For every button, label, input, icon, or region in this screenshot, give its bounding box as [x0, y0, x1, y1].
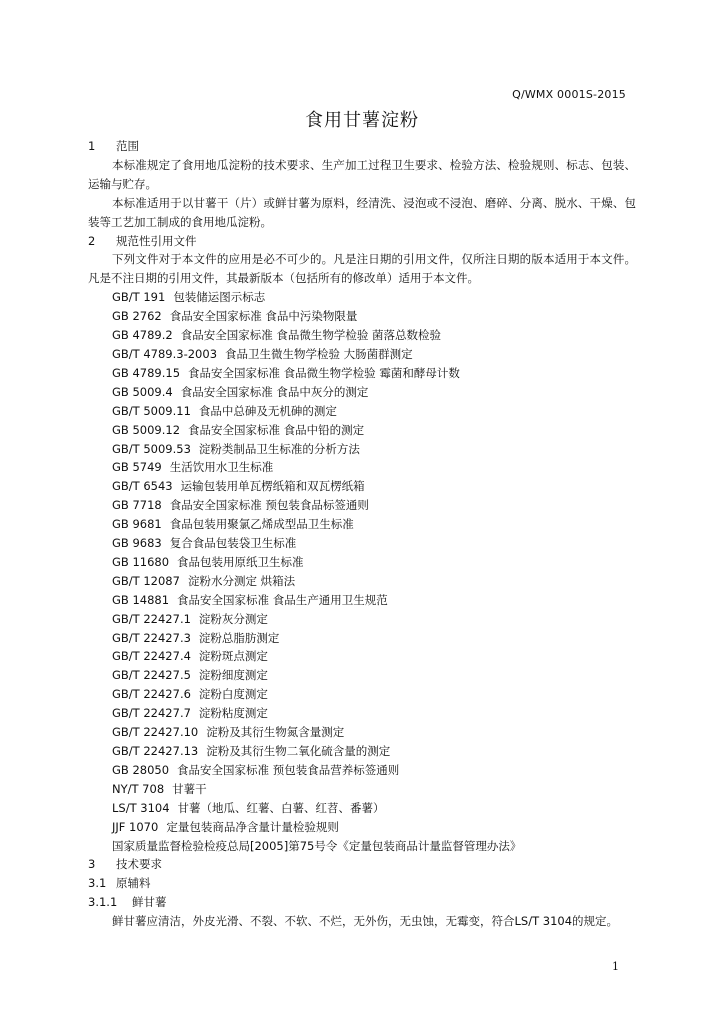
reference-title: 淀粉粘度测定 [198, 706, 268, 721]
reference-title: 食品安全国家标准 食品微生物学检验 菌落总数检验 [180, 328, 442, 343]
document-code: Q/WMX 0001S-2015 [512, 88, 626, 101]
reference-title: 淀粉斑点测定 [198, 649, 268, 664]
section-number: 2 [88, 233, 96, 248]
reference-title: 淀粉细度测定 [198, 668, 268, 683]
section-title: 技术要求 [116, 857, 162, 872]
reference-code: GB/T 22427.3 [112, 630, 191, 645]
reference-title: 食品包装用聚氯乙烯成型品卫生标准 [169, 517, 354, 532]
reference-code: GB/T 22427.5 [112, 668, 191, 683]
reference-item [88, 666, 636, 685]
paragraph: 本标准规定了食用地瓜淀粉的技术要求、生产加工过程卫生要求、检验方法、检验规则、标志、包装、运输与贮存。 [88, 157, 636, 191]
reference-code: GB 11680 [112, 554, 170, 569]
reference-item [88, 723, 636, 742]
reference-title: 食品中总砷及无机砷的测定 [198, 403, 337, 418]
section-title: 范围 [116, 139, 139, 153]
reference-title: 淀粉及其衍生物氮含量测定 [206, 725, 345, 740]
reference-code: GB 14881 [112, 592, 170, 607]
reference-title: 食品安全国家标准 预包装食品营养标签通则 [177, 762, 400, 777]
reference-title: 食品安全国家标准 食品微生物学检验 霉菌和酵母计数 [188, 365, 460, 380]
reference-title: 食品安全国家标准 食品中污染物限量 [169, 309, 358, 324]
reference-item [88, 818, 636, 837]
reference-title: 食品安全国家标准 预包装食品标签通则 [169, 498, 369, 513]
reference-code: GB 5009.4 [112, 384, 173, 399]
reference-code: GB/T 22427.7 [112, 706, 191, 721]
reference-code: GB 5749 [112, 460, 162, 475]
page-number: 1 [612, 960, 619, 973]
reference-item [88, 780, 636, 799]
paragraph: 下列文件对于本文件的应用是必不可少的。凡是注日期的引用文件，仅所注日期的版本适用于本文件。凡是不注日期的引用文件，其最新版本（包括所有的修改单）适用于本文件。 [88, 252, 636, 286]
reference-item [88, 421, 636, 440]
reference-title: 定量包装商品净含量计量检验规则 [166, 819, 339, 834]
reference-title: 甘薯（地瓜、红薯、白薯、红苕、番薯） [177, 800, 385, 815]
reference-item [88, 326, 636, 345]
reference-code: GB/T 4789.3-2003 [112, 346, 218, 361]
reference-code: GB/T 191 [112, 290, 166, 305]
reference-item [88, 288, 636, 307]
reference-code: GB 4789.15 [112, 365, 181, 380]
reference-item [88, 477, 636, 496]
reference-title: 食品安全国家标准 食品生产通用卫生规范 [177, 592, 388, 607]
reference-list [88, 288, 636, 855]
reference-title: 食品卫生微生物学检验 大肠菌群测定 [225, 346, 413, 361]
paragraph: 鲜甘薯应清洁，外皮光滑、不裂、不软、不烂，无外伤，无虫蚀，无霉变，符合LS/T 3104的规定。 [112, 914, 619, 929]
reference-code: GB/T 6543 [112, 479, 173, 494]
reference-code: LS/T 3104 [112, 800, 170, 815]
reference-title: 食品安全国家标准 食品中铅的测定 [188, 422, 365, 437]
reference-code: GB/T 22427.4 [112, 649, 191, 664]
reference-code: GB 28050 [112, 762, 170, 777]
reference-code: GB 7718 [112, 498, 162, 513]
reference-title: 复合食品包装袋卫生标准 [169, 536, 297, 551]
subsection-heading [88, 893, 636, 912]
reference-code: GB/T 5009.11 [112, 403, 191, 418]
reference-item [88, 610, 636, 629]
reference-item [88, 685, 636, 704]
reference-item [88, 458, 636, 477]
reference-item [88, 742, 636, 761]
reference-code: GB 9683 [112, 536, 162, 551]
reference-item [88, 837, 636, 856]
reference-code: GB/T 5009.53 [112, 441, 191, 456]
reference-item [88, 496, 636, 515]
reference-code: GB/T 22427.1 [112, 611, 191, 626]
reference-item [88, 553, 636, 572]
reference-item [88, 402, 636, 421]
reference-title: 运输包装用单瓦楞纸箱和双瓦楞纸箱 [180, 479, 365, 494]
subsection-number: 3.1.1 [88, 895, 118, 910]
reference-title: 淀粉水分测定 烘箱法 [187, 573, 296, 588]
reference-item [88, 345, 636, 364]
subsection-heading [88, 874, 636, 893]
reference-code: GB/T 22427.6 [112, 687, 191, 702]
reference-code: GB 2762 [112, 309, 162, 324]
reference-code: GB 5009.12 [112, 422, 181, 437]
section-number: 1 [88, 139, 96, 153]
reference-code: GB 9681 [112, 517, 162, 532]
document-body [88, 137, 636, 931]
reference-item [88, 440, 636, 459]
section-heading [88, 137, 636, 156]
reference-title: 食品安全国家标准 食品中灰分的测定 [180, 384, 369, 399]
reference-item [88, 647, 636, 666]
subsection-number: 3.1 [88, 876, 107, 891]
paragraph: 本标准适用于以甘薯干（片）或鲜甘薯为原料，经清洗、浸泡或不浸泡、磨碎、分离、脱水、干燥、包装等工艺加工制成的食用地瓜淀粉。 [88, 195, 636, 229]
reference-item [88, 364, 636, 383]
reference-title: 食品包装用原纸卫生标准 [177, 554, 304, 569]
reference-code: GB/T 22427.10 [112, 725, 199, 740]
subsection-title: 原辅料 [116, 876, 151, 891]
reference-code: NY/T 708 [112, 781, 165, 796]
reference-item [88, 515, 636, 534]
reference-code: GB/T 22427.13 [112, 744, 199, 758]
reference-code: GB 4789.2 [112, 328, 173, 343]
section-number: 3 [88, 857, 96, 872]
reference-title: 淀粉及其衍生物二氧化硫含量的测定 [206, 744, 391, 758]
document-title: 食用甘薯淀粉 [305, 110, 419, 131]
section-heading [88, 232, 636, 251]
reference-item [88, 591, 636, 610]
reference-title: 淀粉灰分测定 [198, 611, 268, 626]
reference-title: 淀粉类制品卫生标准的分析方法 [198, 441, 360, 456]
reference-title: 淀粉总脂肪测定 [198, 630, 280, 645]
reference-title: 生活饮用水卫生标准 [169, 460, 274, 475]
reference-item [88, 761, 636, 780]
reference-title: 包装储运图示标志 [173, 290, 266, 305]
reference-item [88, 534, 636, 553]
reference-item [88, 572, 636, 591]
section-title: 规范性引用文件 [116, 233, 197, 248]
reference-item [88, 704, 636, 723]
section-heading [88, 855, 636, 874]
reference-item [88, 629, 636, 648]
reference-title: 国家质量监督检验检疫总局[2005]第75号令《定量包装商品计量监督管理办法》 [112, 838, 522, 853]
reference-item [88, 383, 636, 402]
reference-code: GB/T 12087 [112, 573, 180, 588]
reference-item [88, 307, 636, 326]
reference-item [88, 799, 636, 818]
reference-title: 甘薯干 [172, 781, 207, 796]
reference-title: 淀粉白度测定 [198, 687, 268, 702]
reference-code: JJF 1070 [112, 819, 159, 834]
subsection-title: 鲜甘薯 [132, 895, 167, 910]
